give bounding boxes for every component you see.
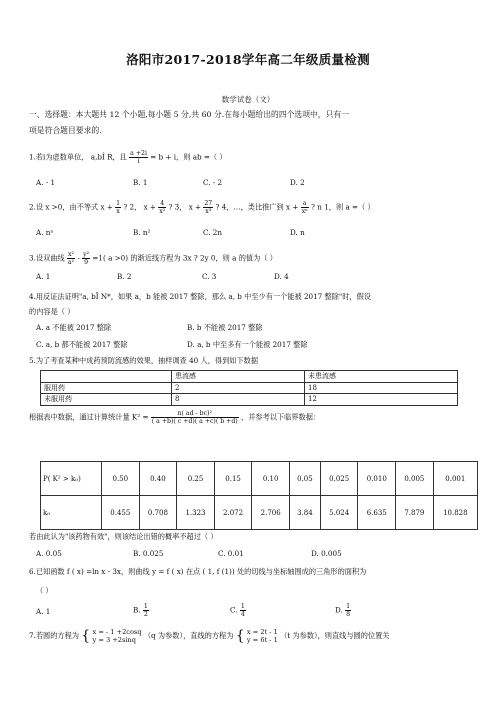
table-cell: 0.50 — [102, 462, 140, 496]
q6-option-b-label: B. — [133, 605, 141, 615]
q6-paren: （ ） — [36, 586, 53, 595]
q1-option-d: D. 2 — [290, 178, 305, 187]
table-header-cell: 未患流感 — [305, 371, 458, 383]
table-cell: 0.455 — [102, 496, 140, 530]
circle-parametric-system — [93, 628, 142, 644]
table-cell: 0.40 — [139, 462, 177, 496]
q6-b-num: 1 — [143, 603, 148, 610]
table-row — [41, 462, 478, 496]
q3-option-a: A. 1 — [36, 272, 51, 281]
q3-option-b: B. 2 — [117, 272, 132, 281]
q2-fraction-4 — [301, 200, 309, 215]
q2-f2-den: x² — [159, 208, 166, 215]
critical-value-table — [40, 461, 478, 530]
left-brace-icon: { — [235, 628, 245, 644]
q5-formula-pre: 根据表中数据，通过计算统计量 K² = — [29, 412, 149, 422]
q3-fraction-2 — [82, 251, 90, 266]
table-cell: 0.25 — [177, 462, 215, 496]
table-row — [41, 394, 458, 406]
q3-option-c: C. 3 — [202, 272, 217, 281]
q6-b-den: 2 — [143, 611, 148, 618]
q2-fraction-1 — [115, 200, 121, 215]
exam-title: 洛阳市2017-2018学年高二年级质量检测 — [126, 52, 370, 67]
q3-text-a: 3.设双曲线 — [29, 253, 65, 263]
formula-numerator: n( ad - bc)² — [151, 410, 239, 418]
q3-fraction-1 — [67, 251, 75, 266]
q1-text-c: = b + i，则 ab =（ ） — [150, 152, 227, 162]
table-cell: 12 — [305, 394, 458, 406]
q4-line1: 4.用反证法证明"a, bÎ N*，如果 a，b 能被 2017 整除，那么 a, b 中至少有一个能被 2017 整除"时，假设 — [29, 292, 371, 301]
table-cell: 0.05 — [289, 462, 320, 496]
q2-f2-num: 4 — [158, 200, 166, 208]
table-cell: 0.708 — [139, 496, 177, 530]
table-row-label: k₀ — [41, 496, 102, 530]
q1-frac-den: i — [137, 158, 140, 165]
q2-f4-num: a — [301, 200, 309, 208]
q6-text: 6.已知函数 f ( x) =ln x - 3x，则曲线 y = f ( x) 在点 ( 1, f (1)) 处的切线与坐标轴围成的三角形的面积为 — [29, 567, 367, 576]
q2-option-d: D. n — [290, 228, 305, 237]
q5-option-a: A. 0.05 — [36, 549, 62, 558]
table-cell: 2 — [172, 382, 305, 394]
q6-option-d-label: D. — [335, 605, 343, 615]
table-cell: 2.072 — [214, 496, 252, 530]
q6-option-c — [230, 603, 246, 618]
table-cell: 8 — [172, 394, 305, 406]
system-line: x = - 1 +2cosq — [92, 628, 142, 636]
q4-line2: 的内容是（ ） — [29, 307, 75, 316]
table-cell: 1.323 — [177, 496, 215, 530]
section-instructions-line2: 项是符合题目要求的. — [29, 126, 102, 135]
q2-text-e: ? n 1，则 a =（ ） — [311, 202, 375, 212]
table-row-label: P( K² > k₀) — [41, 462, 102, 496]
table-cell: 0.010 — [358, 462, 396, 496]
table-cell: 0.005 — [396, 462, 434, 496]
table-row — [41, 382, 458, 394]
table-header-cell: 患流感 — [172, 371, 305, 383]
q2-option-b: B. n² — [133, 228, 151, 237]
table-cell: 服用药 — [41, 382, 172, 394]
q4-option-d: D. a, b 中至多有一个能被 2017 整除 — [187, 340, 308, 349]
q6-d-den: 8 — [346, 611, 351, 618]
q3-f1-den: a² — [67, 259, 75, 266]
q2-text-a: 2.设 x >0，由不等式 x + — [29, 202, 113, 212]
table-row — [41, 371, 458, 383]
question-3 — [29, 251, 277, 266]
q6-option-a: A. 1 — [36, 607, 51, 616]
table-cell: 7.879 — [396, 496, 434, 530]
question-2 — [29, 200, 375, 215]
q2-option-a: A. nⁿ — [36, 228, 54, 237]
table-cell: 18 — [305, 382, 458, 394]
q2-f4-den: xⁿ — [301, 208, 308, 215]
q6-d-num: 1 — [346, 603, 351, 610]
q2-f3-den: x³ — [205, 208, 212, 215]
q4-option-a: A. a 不能被 2017 整除 — [36, 323, 112, 332]
table-cell: 未服用药 — [41, 394, 172, 406]
q2-fraction-2 — [158, 200, 166, 215]
q6-option-d-fraction — [345, 603, 351, 618]
q1-text-b: a,bÎ R，且 — [90, 152, 127, 162]
table-cell: 6.635 — [358, 496, 396, 530]
table-cell: 10.828 — [433, 496, 477, 530]
q5-intro: 5.为了考查某种中成药预防流感的效果，抽样调查 40 人，得到如下数据 — [29, 356, 259, 365]
question-7 — [29, 628, 390, 644]
q1-text-a: 1.若i为虚数单位， — [29, 152, 89, 162]
q2-f1-den: x — [116, 208, 120, 215]
q2-f1-num: 1 — [116, 200, 121, 207]
q6-c-num: 1 — [240, 603, 245, 610]
q3-text-c: =1( a >0) 的渐近线方程为 3x ? 2y 0，则 a 的值为（ ） — [92, 253, 277, 263]
formula-denominator: ( a +b)( c +d)( a +c)( b +d) — [151, 418, 238, 425]
system-line: y = 3 +2sinq — [92, 636, 136, 644]
table-cell: 0.025 — [320, 462, 358, 496]
q1-option-c: C. - 2 — [203, 178, 223, 187]
q3-f1-num: x² — [68, 251, 74, 258]
q1-option-b: B. 1 — [133, 178, 148, 187]
q5-formula-line — [29, 410, 320, 425]
table-cell: 2.706 — [252, 496, 290, 530]
q4-option-c: C. a, b 都不能被 2017 整除 — [36, 340, 128, 349]
q7-text-a: 7.若圆的方程为 — [29, 631, 79, 640]
system-line: y = 6t - 1 — [246, 636, 278, 644]
q6-option-c-fraction — [240, 603, 246, 618]
q6-option-d — [335, 603, 351, 618]
q7-text-b: （q 为参数），直线的方程为 — [143, 631, 234, 640]
table-cell: 0.10 — [252, 462, 290, 496]
q2-text-d: ? 4，…，类比推广到 x + — [215, 202, 299, 212]
table-row — [41, 496, 478, 530]
contingency-table — [40, 370, 458, 406]
table-cell: 0.15 — [214, 462, 252, 496]
q4-option-b: B. b 不能被 2017 整除 — [187, 323, 263, 332]
section-instructions-line1: 一、选择题：本大题共 12 个小题,每小题 5 分,共 60 分.在每小题给出的四个选项中，只有一 — [29, 110, 349, 119]
q3-option-d: D. 4 — [274, 272, 289, 281]
q7-text-c: （t 为参数），则直线与圆的位置关 — [280, 631, 390, 640]
table-cell — [41, 371, 172, 383]
k-squared-formula — [151, 410, 239, 425]
system-line: x = 2t - 1 — [246, 628, 278, 636]
exam-subtitle: 数学试卷（文） — [221, 95, 275, 104]
q6-c-den: 4 — [240, 611, 245, 618]
table-cell: 3.84 — [289, 496, 320, 530]
table-cell: 5.024 — [320, 496, 358, 530]
left-brace-icon: { — [81, 628, 91, 644]
q6-option-b-fraction — [143, 603, 149, 618]
line-parametric-system — [247, 628, 278, 644]
q3-f2-den: 9 — [84, 259, 89, 266]
table-cell: 0.001 — [433, 462, 477, 496]
q5-conclusion: 若由此认为"该药物有效"，则该结论出错的概率不超过（ ） — [29, 532, 218, 541]
q2-option-c: C. 2n — [203, 228, 223, 237]
q1-fraction — [129, 150, 148, 165]
q5-option-b: B. 0.025 — [133, 549, 164, 558]
q6-option-c-label: C. — [230, 605, 238, 615]
q2-f3-num: 27 — [204, 200, 213, 207]
q5-option-d: D. 0.005 — [311, 549, 342, 558]
q2-fraction-3 — [203, 200, 213, 215]
q3-f2-num: y² — [83, 251, 90, 258]
q5-formula-post: ，并参考以下临界数据： — [241, 412, 321, 422]
question-1 — [29, 150, 227, 165]
q6-option-b — [133, 603, 149, 618]
q2-text-c: ? 3， x + — [168, 202, 202, 212]
q2-text-b: ? 2， x + — [123, 202, 156, 212]
q3-text-b: - — [77, 253, 80, 263]
q1-option-a: A. - 1 — [36, 178, 56, 187]
q5-option-c: C. 0.01 — [218, 549, 244, 558]
q1-frac-num: a +2i — [130, 150, 147, 157]
